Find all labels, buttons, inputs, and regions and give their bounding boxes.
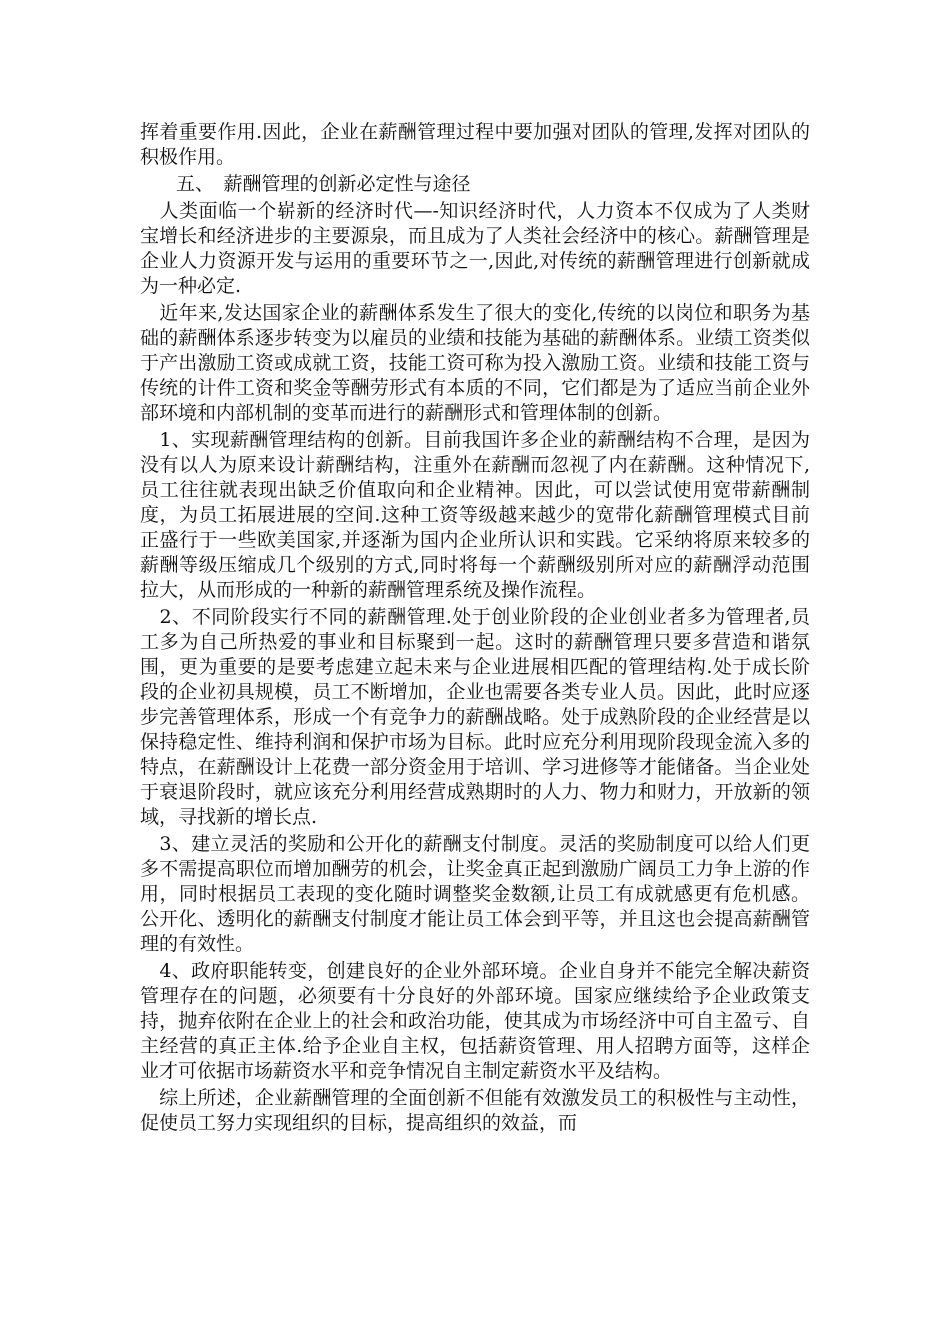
document-page [140, 120, 810, 1138]
paragraph-point-1: 1、实现薪酬管理结构的创新。目前我国许多企业的薪酬结构不合理，是因为没有以人为原来设计薪酬结构，注重外在薪酬而忽视了内在薪酬。这种情况下,员工往往就表现出缺乏价值取向和企业精神。因此，可以尝试使用宽带薪酬制度，为员工拓展进展的空间.这种工资等级越来越少的宽带化薪酬管理模式目前正盛行于一些欧美国家,并逐渐为国内企业所认识和实践。它采纳将原来较多的薪酬等级压缩成几个级别的方式,同时将每一个薪酬级别所对应的薪酬浮动范围拉大，从而形成的一种新的薪酬管理系统及操作流程。 [140, 429, 810, 601]
paragraph-conclusion: 综上所述，企业薪酬管理的全面创新不但能有效激发员工的积极性与主动性，促使员工努力实现组织的目标，提高组织的效益，而 [140, 1087, 810, 1134]
paragraph-intro: 挥着重要作用.因此，企业在薪酬管理过程中要加强对团队的管理,发挥对团队的积极作用。 [140, 121, 810, 168]
paragraph-recent-years: 近年来,发达国家企业的薪酬体系发生了很大的变化,传统的以岗位和职务为基础的薪酬体系逐步转变为以雇员的业绩和技能为基础的薪酬体系。业绩工资类似于产出激励工资或成就工资，技能工资可称为投入激励工资。业绩和技能工资与传统的计件工资和奖金等酬劳形式有本质的不同，它们都是为了适应当前企业外部环境和内部机制的变革而进行的薪酬形式和管理体制的创新。 [140, 302, 810, 424]
paragraph-point-3: 3、建立灵活的奖励和公开化的薪酬支付制度。灵活的奖励制度可以给人们更多不需提高职位而增加酬劳的机会，让奖金真正起到激励广阔员工力争上游的作用，同时根据员工表现的变化随时调整奖金数额,让员工有成就感更有危机感。公开化、透明化的薪酬支付制度才能让员工体会到平等，并且这也会提高薪酬管理的有效性。 [140, 833, 810, 955]
paragraph-point-2: 2、不同阶段实行不同的薪酬管理.处于创业阶段的企业创业者多为管理者,员工多为自己所热爱的事业和目标聚到一起。这时的薪酬管理只要多营造和谐氛围，更为重要的是要考虑建立起未来与企业进展相匹配的管理结构.处于成长阶段的企业初具规模，员工不断增加，企业也需要各类专业人员。因此，此时应逐步完善管理体系，形成一个有竞争力的薪酬战略。处于成熟阶段的企业经营是以保持稳定性、维持利润和保护市场为目标。此时应充分利用现阶段现金流入多的特点，在薪酬设计上花费一部分资金用于培训、学习进修等才能储备。当企业处于衰退阶段时，就应该充分利用经营成熟期时的人力、物力和财力，开放新的领域，寻找新的增长点. [140, 606, 810, 828]
paragraph-knowledge-economy: 人类面临一个崭新的经济时代—-知识经济时代，人力资本不仅成为了人类财宝增长和经济进步的主要源泉，而且成为了人类社会经济中的核心。薪酬管理是企业人力资源开发与运用的重要环节之一,因此,对传统的薪酬管理进行创新就成为一种必定. [140, 200, 810, 297]
section-heading: 五、 薪酬管理的创新必定性与途径 [176, 173, 471, 195]
paragraph-point-4: 4、政府职能转变，创建良好的企业外部环境。企业自身并不能完全解决薪资管理存在的问题，必须要有十分良好的外部环境。国家应继续给予企业政策支持，抛弃依附在企业上的社会和政治功能，使其成为市场经济中可自主盈亏、自主经营的真正主体.给予企业自主权，包括薪资管理、用人招聘方面等，这样企业才可依据市场薪资水平和竞争情况自主制定薪资水平及结构。 [140, 960, 810, 1082]
